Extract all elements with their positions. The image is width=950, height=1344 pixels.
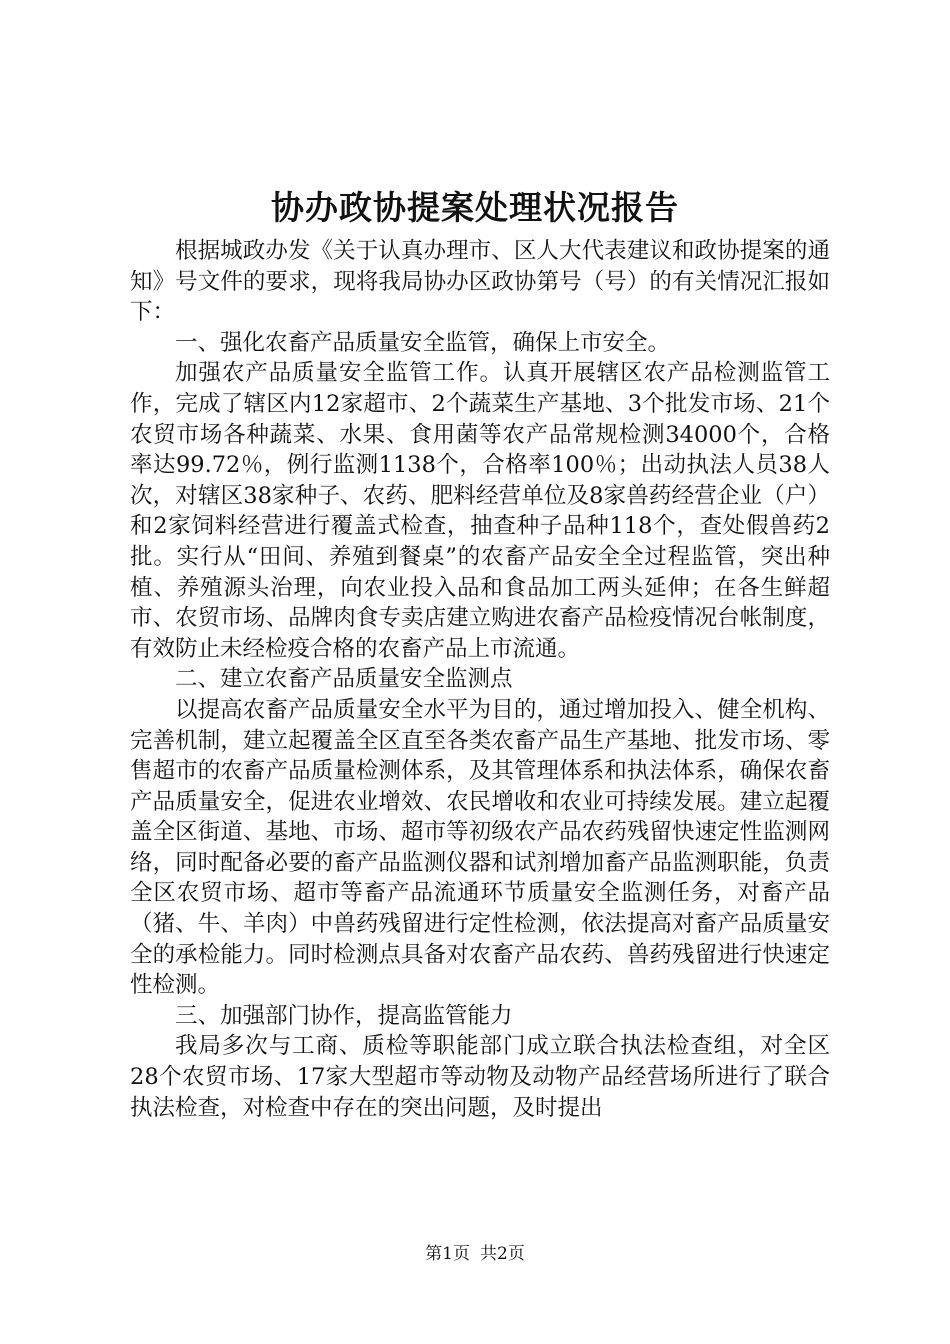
section-2-paragraph: 以提高农畜产品质量安全水平为目的，通过增加投入、健全机构、完善机制，建立起覆盖全区直至各类农畜产品生产基地、批发市场、零售超市的农畜产品质量检测体系，及其管理体系和执法体系，确保农畜产品质量安全，促进农业增效、农民增收和农业可持续发展。建立起覆盖全区街道、基地、市场、超市等初级农产品农药残留快速定性监测网络，同时配备必要的畜产品监测仪器和试剂增加畜产品监测职能，负责全区农贸市场、超市等畜产品流通环节质量安全监测任务，对畜产品（猪、牛、羊肉）中兽药残留进行定性检测，依法提高对畜产品质量安全的承检能力。同时检测点具备对农畜产品农药、兽药残留进行快速定性检测。: [130, 696, 830, 999]
page-number-current: 第1页: [425, 1244, 470, 1264]
document-title: 协办政协提案处理状况报告: [271, 188, 679, 227]
document-body: [130, 236, 830, 1123]
intro-paragraph: 根据城政办发《关于认真办理市、区人大代表建议和政协提案的通知》号文件的要求，现将我局协办区政协第号（号）的有关情况汇报如下：: [130, 238, 830, 326]
section-heading-1: 一、强化农畜产品质量安全监管，确保上市安全。: [175, 329, 671, 356]
section-1-paragraph: 加强农产品质量安全监管工作。认真开展辖区农产品检测监管工作，完成了辖区内12家超市、2个蔬菜生产基地、3个批发市场、21个农贸市场各种蔬菜、水果、食用菌等农产品常规检测34000个，合格率达99.72％，例行监测1138个，合格率100％；出动执法人员38人次，对辖区38家种子、农药、肥料经营单位及8家兽药经营企业（户）和2家饲料经营进行覆盖式检查，抽查种子品种118个，查处假兽药2批。实行从“田间、养殖到餐桌”的农畜产品安全全过程监管，突出种植、养殖源头治理，向农业投入品和食品加工两头延伸；在各生鲜超市、农贸市场、品牌肉食专卖店建立购进农畜产品检疫情况台帐制度，有效防止未经检疫合格的农畜产品上市流通。: [130, 360, 830, 662]
section-heading-2: 二、建立农畜产品质量安全监测点: [175, 666, 513, 693]
section-heading-3: 三、加强部门协作，提高监管能力: [175, 1002, 513, 1029]
page-number-total: 共2页: [480, 1244, 525, 1264]
page-footer: [0, 1243, 950, 1265]
section-3-paragraph: 我局多次与工商、质检等职能部门成立联合执法检查组，对全区28个农贸市场、17家大型超市等动物及动物产品经营场所进行了联合执法检查，对检查中存在的突出问题，及时提出: [130, 1033, 830, 1121]
